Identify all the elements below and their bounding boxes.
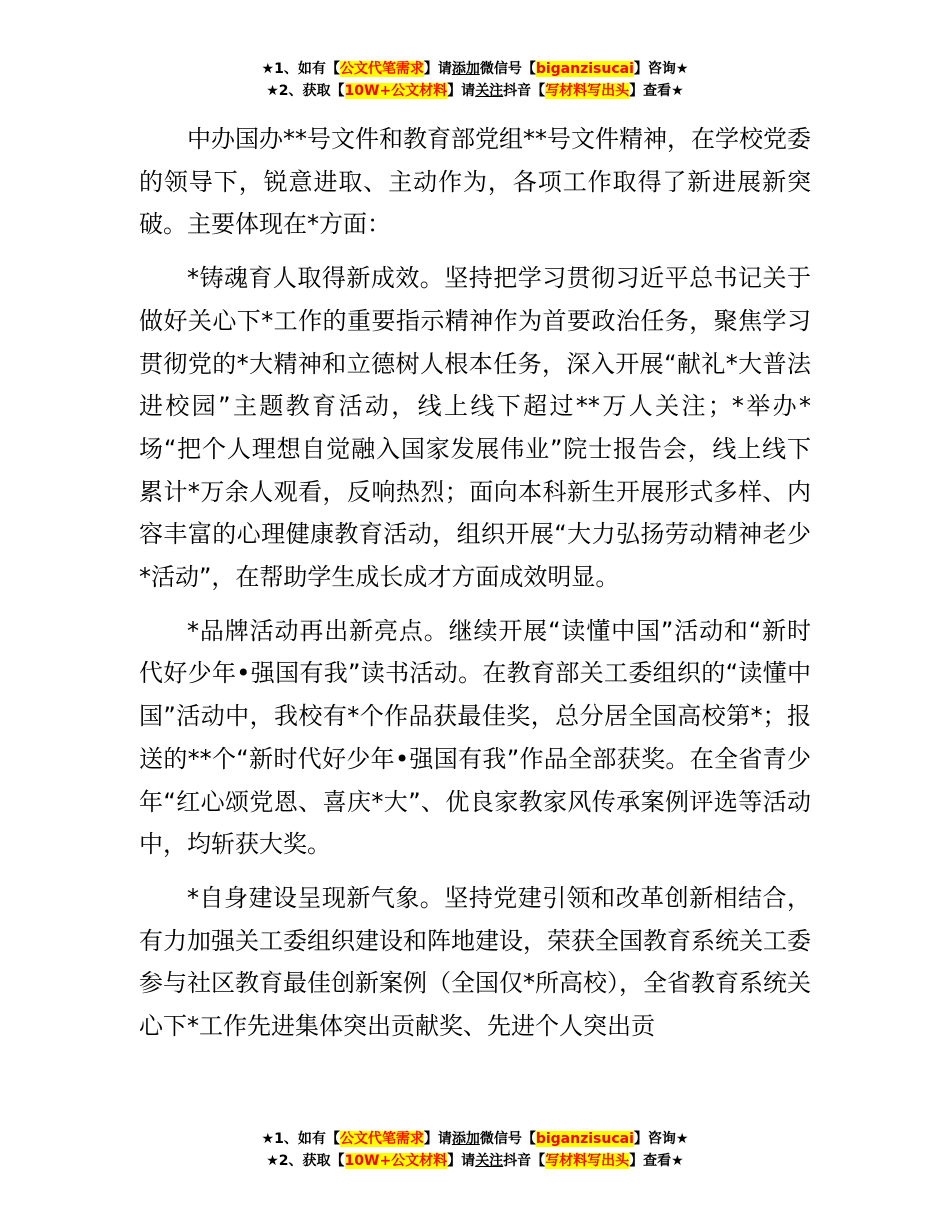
- banner-underline: 添加: [451, 61, 480, 77]
- banner-highlight: biganzisucai: [535, 1131, 634, 1147]
- banner-underline: 添加: [451, 1131, 480, 1147]
- banner-line-1: [0, 1128, 950, 1150]
- banner-highlight: biganzisucai: [535, 61, 634, 77]
- banner-text: 抖音【: [503, 1153, 546, 1169]
- banner-line-2: [0, 80, 950, 102]
- banner-highlight: 公文代笔需求: [339, 1131, 424, 1147]
- banner-text: 】请: [447, 1153, 476, 1169]
- banner-line-1: [0, 58, 950, 80]
- banner-text: 】咨询★: [633, 1131, 689, 1147]
- banner-highlight: 公文代笔需求: [339, 61, 424, 77]
- paragraph-intro: 中办国办**号文件和教育部党组**号文件精神，在学校党委的领导下，锐意进取、主动作为，各项工作取得了新进展新突破。主要体现在*方面：: [139, 125, 811, 239]
- banner-text: ★1、如有【: [261, 61, 340, 77]
- header-banner: [0, 58, 950, 102]
- banner-text: 微信号【: [479, 1131, 536, 1147]
- banner-highlight: 10W+公文材料: [344, 83, 448, 99]
- banner-text: ★1、如有【: [261, 1131, 340, 1147]
- paragraph-self-building: *自身建设呈现新气象。坚持党建引领和改革创新相结合，有力加强关工委组织建设和阵地建设，荣获全国教育系统关工委参与社区教育最佳创新案例（全国仅*所高校），全省教育系统关心下*工作先进集体突出贡献奖、先进个人突出贡: [139, 883, 811, 1041]
- paragraph-education: *铸魂育人取得新成效。坚持把学习贯彻习近平总书记关于做好关心下*工作的重要指示精神作为首要政治任务，聚焦学习贯彻党的*大精神和立德树人根本任务，深入开展“献礼*大普法进校园”主题教育活动，线上线下超过**万人关注；*举办*场“把个人理想自觉融入国家发展伟业”院士报告会，线上线下累计*万余人观看，反响热烈；面向本科新生开展形式多样、内容丰富的心理健康教育活动，组织开展“大力弘扬劳动精神老少*活动”，在帮助学生成长成才方面成效明显。: [139, 264, 811, 592]
- banner-underline: 关注: [475, 1153, 504, 1169]
- banner-line-2: [0, 1150, 950, 1172]
- banner-text: 】请: [447, 83, 476, 99]
- banner-text: ★2、获取【: [266, 1153, 345, 1169]
- banner-text: 】查看★: [629, 1153, 684, 1169]
- banner-underline: 关注: [475, 83, 504, 99]
- banner-text: 】请: [423, 61, 452, 77]
- banner-text: 微信号【: [479, 61, 536, 77]
- document-body: [139, 118, 811, 1059]
- banner-highlight: 10W+公文材料: [344, 1153, 448, 1169]
- banner-highlight: 写材料写出头: [545, 83, 630, 99]
- banner-highlight: 写材料写出头: [545, 1153, 630, 1169]
- banner-text: 】查看★: [629, 83, 684, 99]
- footer-banner: [0, 1128, 950, 1172]
- banner-text: ★2、获取【: [266, 83, 345, 99]
- banner-text: 抖音【: [503, 83, 546, 99]
- paragraph-brand-activities: *品牌活动再出新亮点。继续开展“读懂中国”活动和“新时代好少年•强国有我”读书活动。在教育部关工委组织的“读懂中国”活动中，我校有*个作品获最佳奖，总分居全国高校第*；报送的**个“新时代好少年•强国有我”作品全部获奖。在全省青少年“红心颂党恩、喜庆*大”、优良家教家风传承案例评选等活动中，均斩获大奖。: [139, 616, 811, 859]
- banner-text: 】咨询★: [633, 61, 689, 77]
- banner-text: 】请: [423, 1131, 452, 1147]
